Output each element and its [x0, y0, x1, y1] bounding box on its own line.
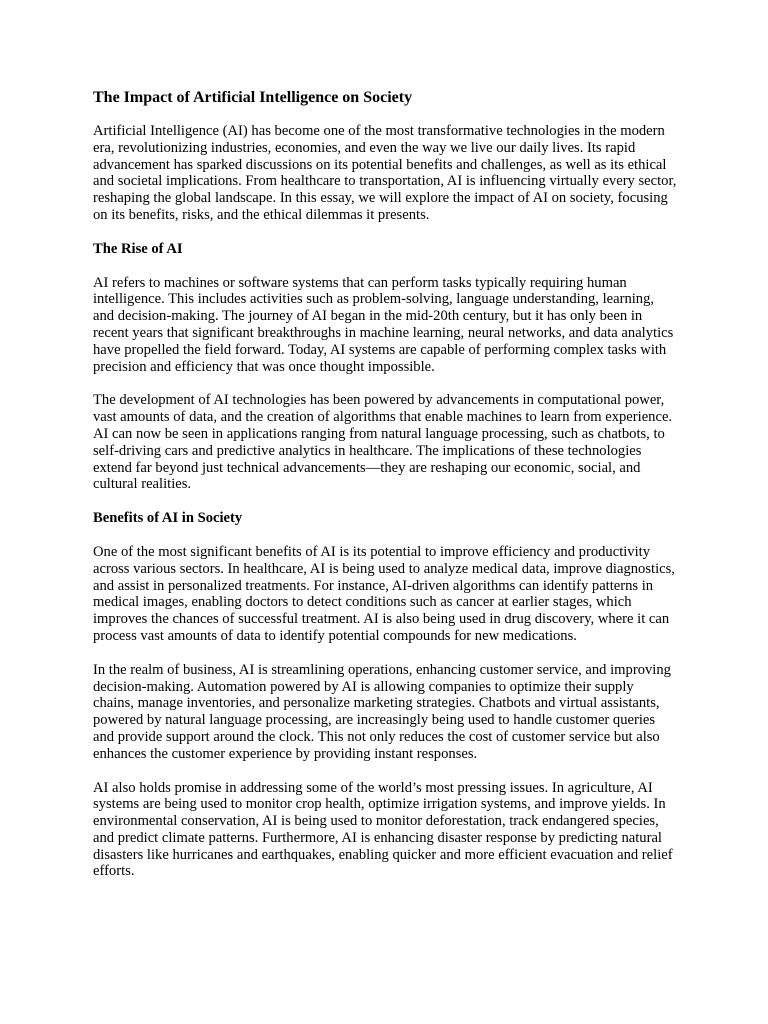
section-heading-rise-of-ai: The Rise of AI — [93, 240, 183, 257]
body-paragraph: In the realm of business, AI is streamlining operations, enhancing customer service, and improving decision-making. Automation powered by AI is allowing companies to optimize their supply chains, manage inventories, and personalize marketing strategies. Chatbots and virtual assistants, powered by natural language processing, are increasingly being used to handle customer queries and provide support around the clock. This not only reduces the cost of customer service but also enhances the customer experience by providing instant responses. — [93, 661, 671, 762]
body-paragraph: One of the most significant benefits of AI is its potential to improve efficiency and productivity across various sectors. In healthcare, AI is being used to analyze medical data, improve diagnostics, and assist in personalized treatments. For instance, AI-driven algorithms can identify patterns in medical images, enabling doctors to detect conditions such as cancer at earlier stages, which improves the chances of successful treatment. AI is also being used in drug discovery, where it can process vast amounts of data to identify potential compounds for new medications. — [93, 543, 675, 644]
document-page — [93, 88, 677, 897]
document-title: The Impact of Artificial Intelligence on Society — [93, 89, 413, 106]
intro-paragraph: Artificial Intelligence (AI) has become one of the most transformative technologies in the modern era, revolutionizing industries, economies, and even the way we live our daily lives. Its rapid advancement has sparked discussions on its potential benefits and challenges, as well as its ethical and societal implications. From healthcare to transportation, AI is influencing virtually every sector, reshaping the global landscape. In this essay, we will explore the impact of AI on society, focusing on its benefits, risks, and the ethical dilemmas it presents. — [93, 123, 677, 223]
body-paragraph: AI refers to machines or software systems that can perform tasks typically requiring human intelligence. This includes activities such as problem-solving, language understanding, learning, and decision-making. The journey of AI began in the mid-20th century, but it has only been in recent years that significant breakthroughs in machine learning, neural networks, and data analytics have propelled the field forward. Today, AI systems are capable of performing complex tasks with precision and efficiency that was once thought impossible. — [93, 274, 674, 375]
body-paragraph: The development of AI technologies has been powered by advancements in computational power, vast amounts of data, and the creation of algorithms that enable machines to learn from experience. AI can now be seen in applications ranging from natural language processing, such as chatbots, to self-driving cars and predictive analytics in healthcare. The implications of these technologies extend far beyond just technical advancements—they are reshaping our economic, social, and cultural realities. — [93, 392, 673, 493]
body-paragraph: AI also holds promise in addressing some of the world’s most pressing issues. In agriculture, AI systems are being used to monitor crop health, optimize irrigation systems, and improve yields. In environmental conservation, AI is being used to monitor deforestation, track endangered species, and predict climate patterns. Furthermore, AI is enhancing disaster response by predicting natural disasters like hurricanes and earthquakes, enabling quicker and more efficient evacuation and relief efforts. — [93, 779, 673, 880]
section-heading-benefits-of-ai: Benefits of AI in Society — [93, 510, 243, 527]
